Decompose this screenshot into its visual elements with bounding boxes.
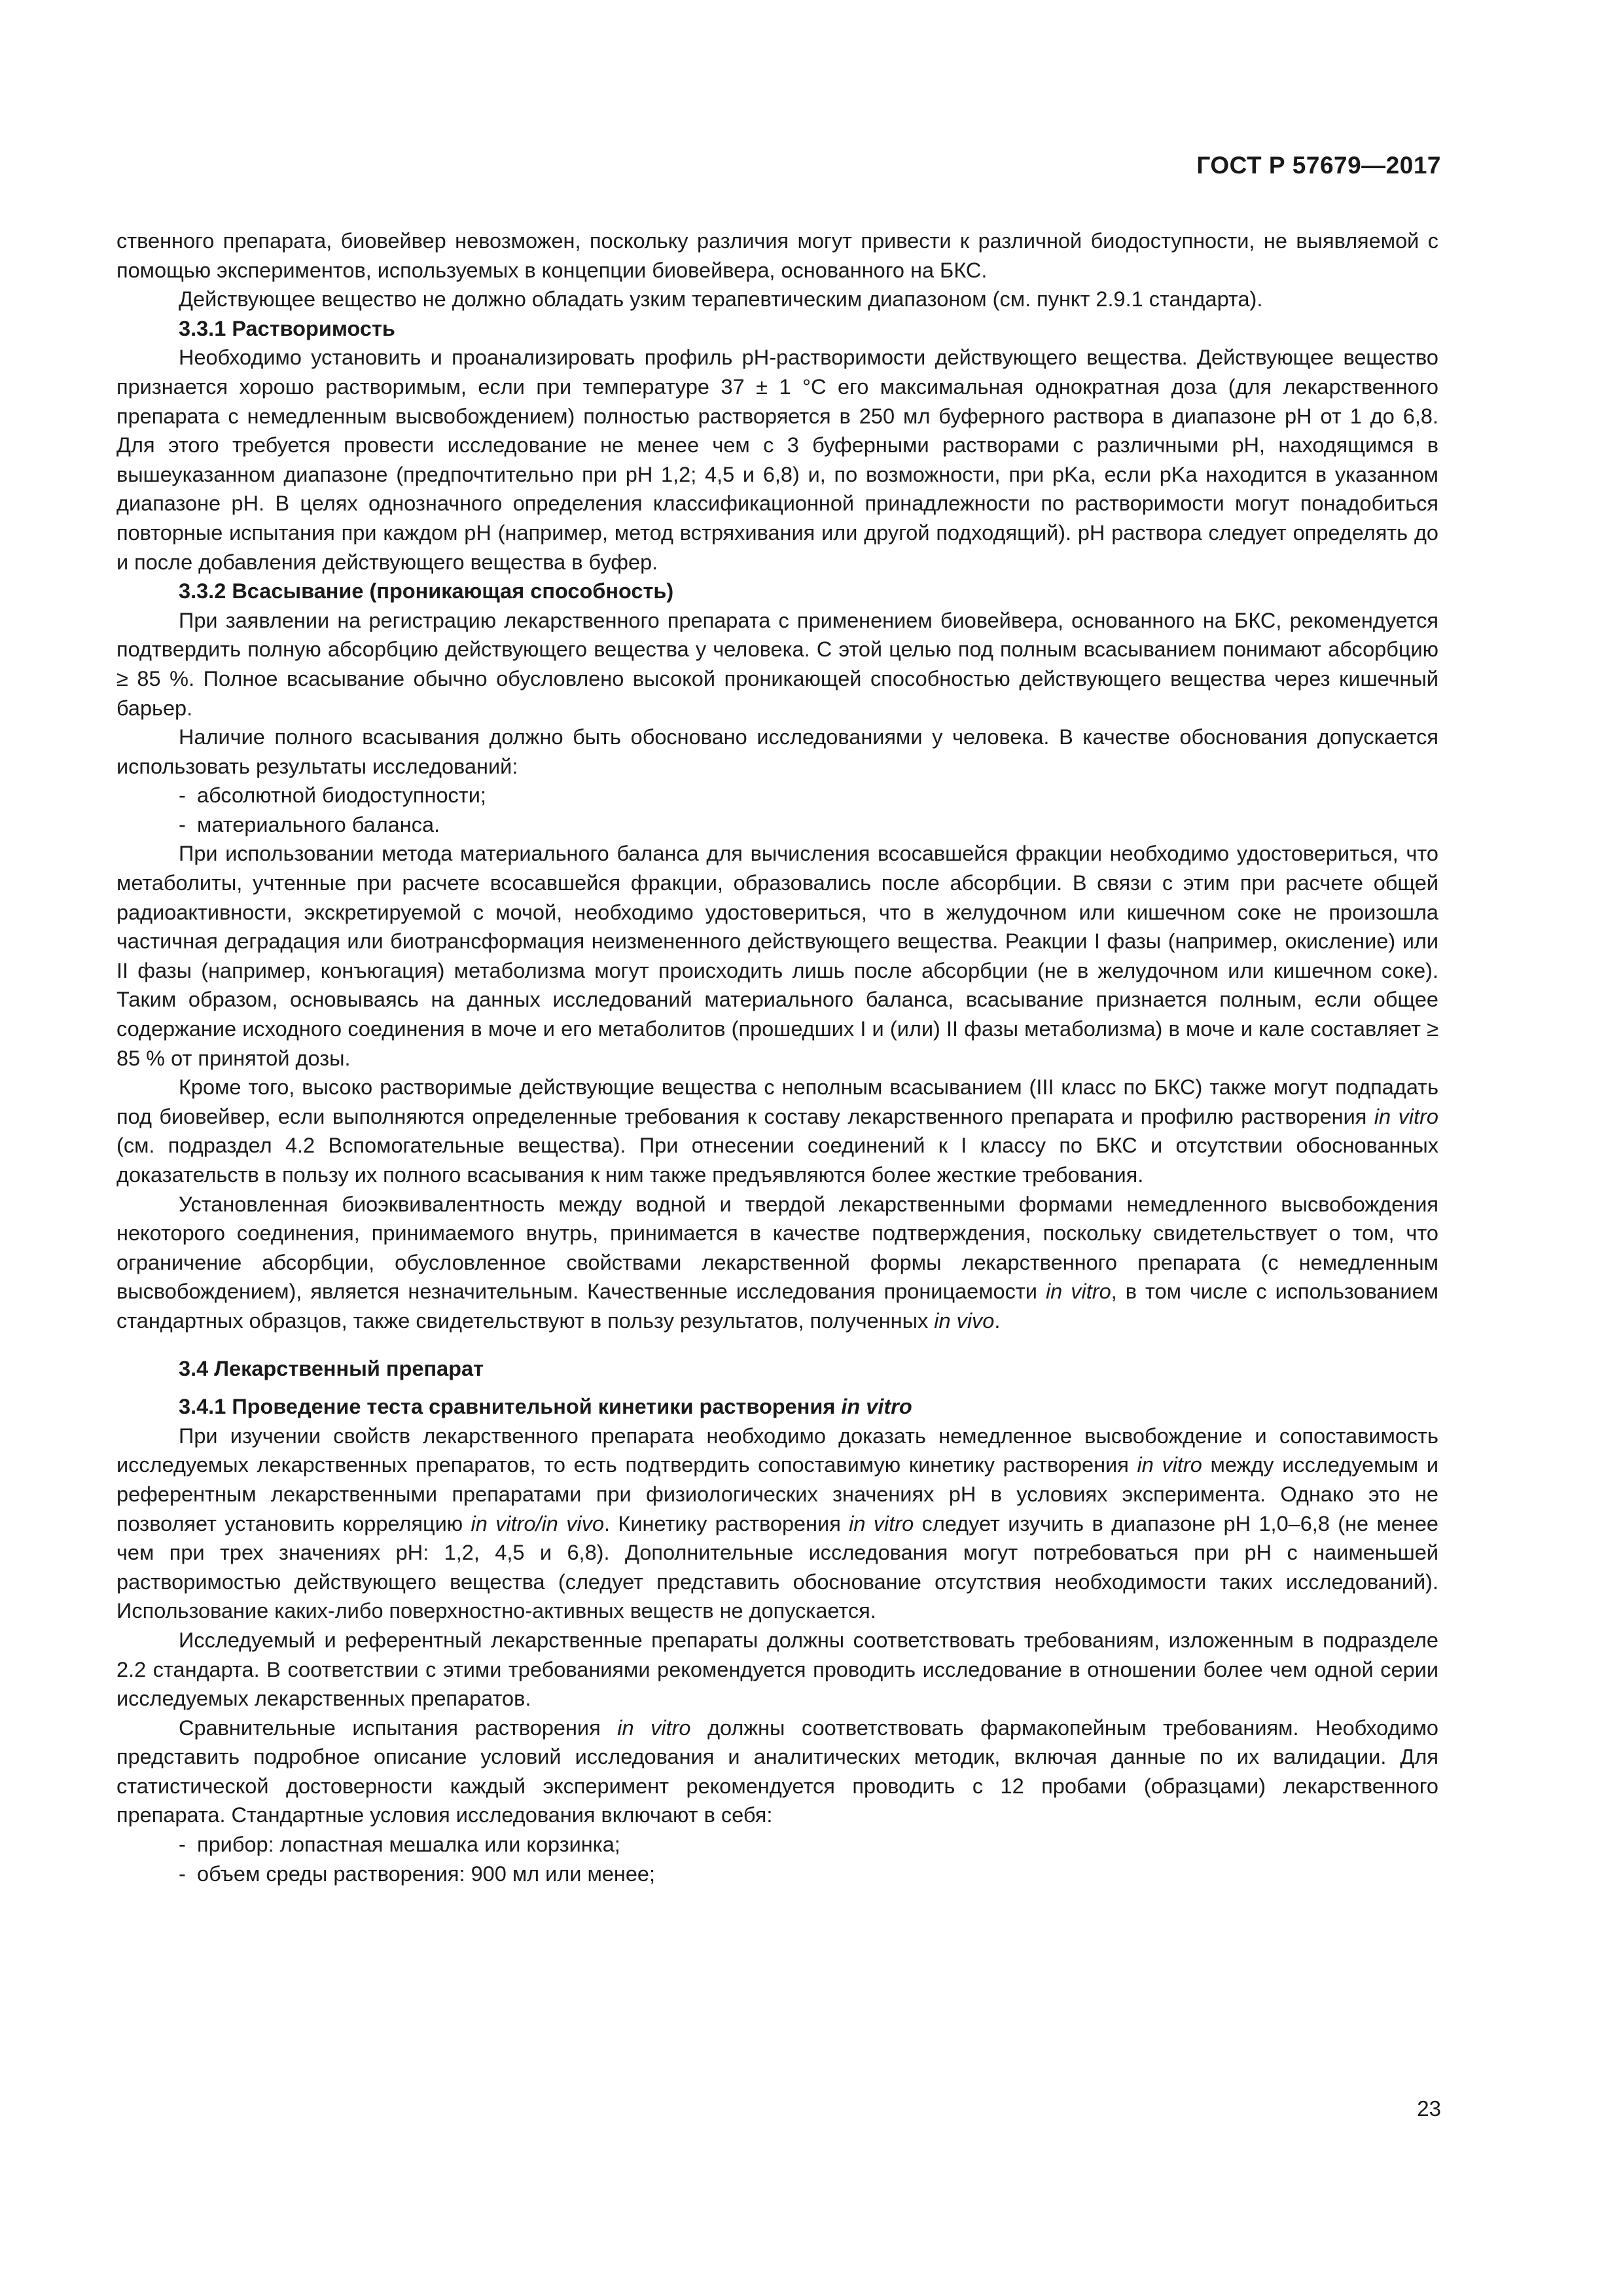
paragraph-absorption-e bbox=[116, 1190, 1438, 1336]
paragraph-absorption-b: Наличие полного всасывания должно быть обосновано исследованиями у человека. В качестве обоснования допускается использовать результаты исследований: bbox=[116, 725, 1438, 778]
dash-marker: - bbox=[179, 783, 186, 808]
list-item-text: объем среды растворения: 900 мл или менее; bbox=[197, 1861, 656, 1886]
italic-term: in vitro bbox=[1137, 1453, 1202, 1477]
heading-3-4-1 bbox=[116, 1392, 1438, 1422]
text-run: Установленная биоэквивалентность между водной и твердой лекарственными формами немедленного высвобождения некоторого соединения, принимаемого внутрь, принимается в качестве подтверждения, поскольку свидетельствует о том, что ограничение абсорбции, обусловленное свойствами лекарственной формы лекарственного препарата (с немедленным высвобождением), является незначительным. Качественные исследования проницаемости bbox=[116, 1192, 1438, 1304]
heading-3-4: 3.4 Лекарственный препарат bbox=[179, 1356, 484, 1380]
text-run: Кроме того, высоко растворимые действующие вещества с неполным всасыванием (III класс по БКС) также могут подпадать под биовейвер, если выполняются определенные требования к составу лекарственного препарата и профилю растворения bbox=[116, 1075, 1438, 1128]
text-run: следует изучить в диапазоне pH 1,0–6,8 (не менее чем при трех значениях pH: 1,2, 4,5 и 6,8). Дополнительные исследования могут потребоваться при pH с наименьшей растворимостью действующего вещества (следует представить обоснование отсутствия необходимости таких исследований). Использование каких-либо поверхностно-активных веществ не допускается. bbox=[116, 1511, 1438, 1623]
dash-marker: - bbox=[179, 1861, 186, 1886]
list-item-text: материального баланса. bbox=[197, 812, 440, 836]
list-item-text: абсолютной биодоступности; bbox=[197, 783, 486, 808]
dash-marker: - bbox=[179, 1833, 186, 1857]
heading-text: 3.4.1 Проведение теста сравнительной кинетики растворения bbox=[179, 1395, 842, 1419]
document-code: ГОСТ Р 57679—2017 bbox=[1196, 152, 1441, 179]
italic-term: in vivo bbox=[934, 1308, 995, 1333]
list-item bbox=[116, 781, 1438, 810]
text-run: , в том числе с использованием стандартных образцов, также свидетельствуют в пользу результатов, полученных bbox=[116, 1280, 1438, 1333]
text-run: . Кинетику растворения bbox=[604, 1511, 849, 1535]
paragraph-absorption-c: При использовании метода материального баланса для вычисления всосавшейся фракции необходимо удостовериться, что метаболиты, учтенные при расчете всосавшейся фракции, образовались после абсорбции. В связи с этим при расчете общей радиоактивности, экскретируемой с мочой, необходимо удостовериться, что в желудочном или кишечном соке не произошла частичная деградация или биотрансформация неизмененного действующего вещества. Реакции I фазы (например, окисление) или II фазы (например, конъюгация) метаболизма могут происходить лишь после абсорбции (не в желудочном или кишечном соке). Таким образом, основываясь на данных исследований материального баланса, всасывание признается полным, если общее содержание исходного соединения в моче и его метаболитов (прошедших I и (или) II фазы метаболизма) в моче и кале составляет ≥ 85 % от принятой дозы. bbox=[116, 842, 1438, 1070]
paragraph-absorption-a: При заявлении на регистрацию лекарственного препарата с применением биовейвера, основанного на БКС, рекомендуется подтвердить полную абсорбцию действующего вещества у человека. С этой целью под полным всасыванием понимают абсорбцию ≥ 85 %. Полное всасывание обычно обусловлено высокой проникающей способностью действующего вещества через кишечный барьер. bbox=[116, 608, 1438, 720]
paragraph-dissolution-a bbox=[116, 1422, 1438, 1626]
page-number: 23 bbox=[1417, 2096, 1441, 2121]
list-evidence bbox=[116, 781, 1438, 839]
text-run: между исследуемым и референтным лекарственными препаратами при физиологических значениях pH в условиях эксперимента. Однако это не позволяет установить корреляцию bbox=[116, 1453, 1438, 1535]
italic-term: in vitro bbox=[1045, 1280, 1111, 1304]
text-run: . bbox=[994, 1308, 1001, 1333]
list-item bbox=[116, 810, 1438, 840]
list-item-text: прибор: лопастная мешалка или корзинка; bbox=[197, 1833, 620, 1857]
italic-term: in vitro/in vivo bbox=[471, 1511, 605, 1535]
text-run: должны соответствовать фармакопейным требованиям. Необходимо представить подробное описание условий исследования и аналитических методик, включая данные по их валидации. Для статистической достоверности каждый эксперимент рекомендуется проводить с 12 пробами (образцами) лекарственного препарата. Стандартные условия исследования включают в себя: bbox=[116, 1715, 1438, 1827]
italic-term: in vitro bbox=[841, 1395, 912, 1419]
list-test-conditions bbox=[116, 1830, 1438, 1888]
paragraph-continued: ственного препарата, биовейвер невозможен, поскольку различия могут привести к различной биодоступности, не выявляемой с помощью экспериментов, используемых в концепции биовейвера, основанного на БКС. bbox=[116, 229, 1438, 282]
paragraph-solubility: Необходимо установить и проанализировать профиль pH-растворимости действующего вещества. Действующее вещество признается хорошо растворимым, если при температуре 37 ± 1 °С его максимальная однократная доза (для лекарственного препарата с немедленным высвобождением) полностью растворяется в 250 мл буферного раствора в диапазоне pH от 1 до 6,8. Для этого требуется провести исследование не менее чем с 3 буферными растворами с различными pH, находящимся в вышеуказанном диапазоне (предпочтительно при pH 1,2; 4,5 и 6,8) и, по возможности, при pKa, если pKa находится в указанном диапазоне pH. В целях однозначного определения классификационной принадлежности по растворимости могут понадобиться повторные испытания при каждом pH (например, метод встряхивания или другой подходящий). pH раствора следует определять до и после добавления действующего вещества в буфер. bbox=[116, 346, 1438, 574]
text-run: (см. подраздел 4.2 Вспомогательные вещества). При отнесении соединений к I классу по БКС и отсутствии обоснованных доказательств в пользу их полного всасывания к ним также предъявляются более жесткие требования. bbox=[116, 1134, 1438, 1187]
heading-3-3-1: 3.3.1 Растворимость bbox=[179, 316, 395, 340]
list-item bbox=[116, 1859, 1438, 1889]
list-item bbox=[116, 1830, 1438, 1859]
text-run: При изучении свойств лекарственного препарата необходимо доказать немедленное высвобождение и сопоставимость исследуемых лекарственных препаратов, то есть подтвердить сопоставимую кинетику растворения bbox=[116, 1424, 1438, 1477]
text-run: Сравнительные испытания растворения bbox=[179, 1715, 618, 1740]
italic-term: in vitro bbox=[1374, 1104, 1438, 1128]
paragraph-dissolution-b: Исследуемый и референтный лекарственные препараты должны соответствовать требованиям, изложенным в подразделе 2.2 стандарта. В соответствии с этими требованиями рекомендуется проводить исследование в отношении более чем одной серии исследуемых лекарственных препаратов. bbox=[116, 1628, 1438, 1711]
italic-term: in vitro bbox=[617, 1715, 691, 1740]
paragraph-dissolution-c bbox=[116, 1713, 1438, 1830]
paragraph-absorption-d bbox=[116, 1073, 1438, 1189]
document-body bbox=[116, 226, 1438, 1888]
italic-term: in vitro bbox=[849, 1511, 914, 1535]
heading-3-3-2: 3.3.2 Всасывание (проникающая способность) bbox=[179, 579, 674, 603]
paragraph-therapeutic-range: Действующее вещество не должно обладать узким терапевтическим диапазоном (см. пункт 2.9.1 стандарта). bbox=[179, 287, 1263, 312]
dash-marker: - bbox=[179, 812, 186, 836]
